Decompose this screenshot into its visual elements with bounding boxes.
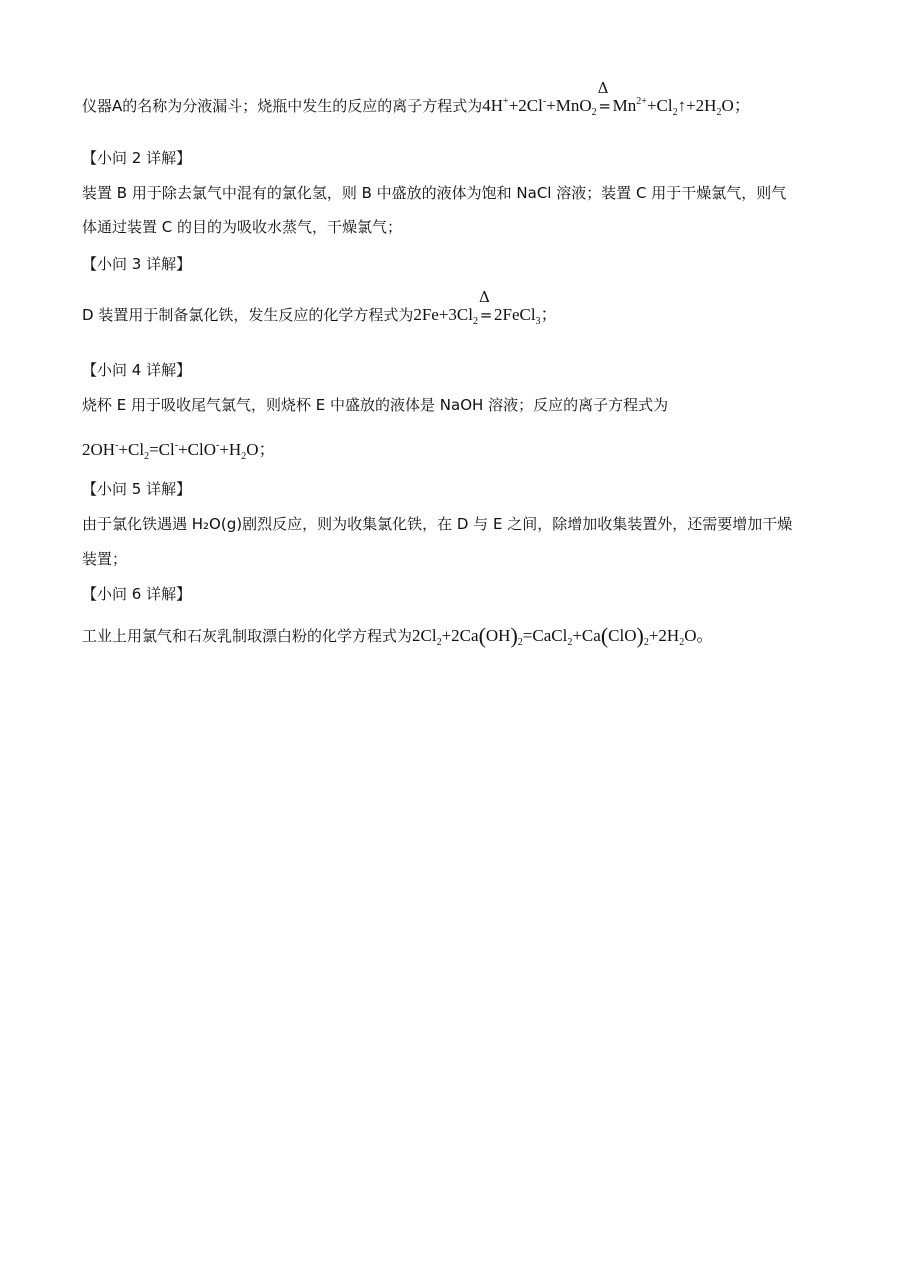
eq-term: +Cl <box>646 96 673 115</box>
eq-end-punct: 。 <box>696 626 714 645</box>
eq-subscript: 2 <box>436 637 442 648</box>
eq-subscript: 2 <box>643 637 649 648</box>
eq-charge: 2+ <box>636 96 647 107</box>
heading-q2: 【小问 2 详解】 <box>82 149 192 167</box>
gas-arrow-icon: ↑ <box>677 96 687 115</box>
eq-end-punct: ； <box>258 440 276 459</box>
eq-term: +2H <box>648 626 680 645</box>
eq-end-punct: ； <box>733 96 751 115</box>
eq-term: O <box>721 96 734 115</box>
heading-q4: 【小问 4 详解】 <box>82 361 192 379</box>
answer-6-text: 工业上用氯气和石灰乳制取漂白粉的化学方程式为 <box>82 627 413 645</box>
eq-charge: - <box>216 440 220 451</box>
answer-1-line <box>82 79 751 123</box>
eq-term: 2FeCl <box>493 305 536 324</box>
eq-term: +Ca <box>572 626 601 645</box>
eq-term: O <box>684 626 697 645</box>
heading-q3: 【小问 3 详解】 <box>82 255 192 273</box>
left-paren: ( <box>600 623 609 648</box>
answer-1-text: 仪器A的名称为分液漏斗；烧瓶中发生的反应的离子方程式为 <box>82 97 483 115</box>
answer-4-eq-line <box>82 436 276 467</box>
eq-subscript: 2 <box>144 451 150 462</box>
eq-term: +2Cl <box>508 96 543 115</box>
eq-subscript: 2 <box>472 316 478 327</box>
heating-condition-sign <box>478 288 494 325</box>
eq-subscript: 2 <box>517 637 523 648</box>
eq-subscript: 2 <box>679 637 685 648</box>
chemical-equation-3 <box>413 288 558 327</box>
equals-sign: = <box>479 306 493 324</box>
eq-term: OH <box>485 626 511 645</box>
eq-term: ClO <box>608 626 637 645</box>
eq-charge: - <box>174 440 179 451</box>
eq-subscript: 2 <box>241 451 247 462</box>
eq-charge: + <box>503 96 509 107</box>
heading-q6: 【小问 6 详解】 <box>82 585 192 603</box>
heating-condition-sign <box>597 79 613 116</box>
eq-term: +2H <box>686 96 717 115</box>
eq-end-punct: ； <box>540 305 558 324</box>
eq-term: +Cl <box>118 440 145 459</box>
eq-term: 4H <box>482 96 504 115</box>
eq-term: O <box>246 440 259 459</box>
eq-subscript: 2 <box>672 107 678 118</box>
eq-term: +ClO <box>178 440 216 459</box>
eq-term: +H <box>219 440 242 459</box>
eq-term: +MnO <box>546 96 592 115</box>
eq-term: =Cl <box>149 440 175 459</box>
eq-term: Mn <box>612 96 637 115</box>
heading-q5: 【小问 5 详解】 <box>82 480 192 498</box>
eq-subscript: 3 <box>535 316 541 327</box>
ionic-equation-4 <box>82 440 276 462</box>
eq-subscript: 2 <box>716 107 722 118</box>
equals-sign: = <box>598 97 611 115</box>
eq-subscript: 2 <box>591 107 597 118</box>
eq-charge: - <box>115 440 119 451</box>
eq-subscript: 2 <box>567 637 573 648</box>
right-paren: ) <box>510 623 518 648</box>
delta-symbol: Δ <box>597 79 609 97</box>
eq-term: =CaCl <box>522 626 568 645</box>
answer-6-line <box>82 623 714 653</box>
eq-term: 2Cl <box>412 626 437 645</box>
answer-4-text: 烧杯 E 用于吸收尾气氯气，则烧杯 E 中盛放的液体是 NaOH 溶液；反应的离子方程式为 <box>82 396 669 414</box>
left-paren: ( <box>478 623 486 648</box>
answer-2-line-2: 体通过装置 C 的目的为吸收水蒸气，干燥氯气； <box>82 218 403 236</box>
eq-term: 2Fe+3Cl <box>413 305 473 324</box>
eq-term: 2OH <box>82 440 116 459</box>
answer-3-text: D 装置用于制备氯化铁，发生反应的化学方程式为 <box>82 306 414 324</box>
eq-term: +2Ca <box>441 626 479 645</box>
delta-symbol: Δ <box>478 288 490 306</box>
answer-3-line <box>82 288 558 332</box>
ionic-equation-1 <box>482 79 751 118</box>
right-paren: ) <box>636 623 644 648</box>
eq-charge: - <box>542 96 547 107</box>
answer-5-line-2: 装置； <box>82 550 128 568</box>
answer-5-line-1: 由于氯化铁遇遇 H₂O(g)剧烈反应，则为收集氯化铁，在 D 与 E 之间，除增加收集装置外，还需要增加干燥 <box>82 515 793 533</box>
chemical-equation-6 <box>412 623 714 648</box>
answer-2-line-1: 装置 B 用于除去氯气中混有的氯化氢，则 B 中盛放的液体为饱和 NaCl 溶液；装置 C 用于干燥氯气，则气 <box>82 184 787 202</box>
